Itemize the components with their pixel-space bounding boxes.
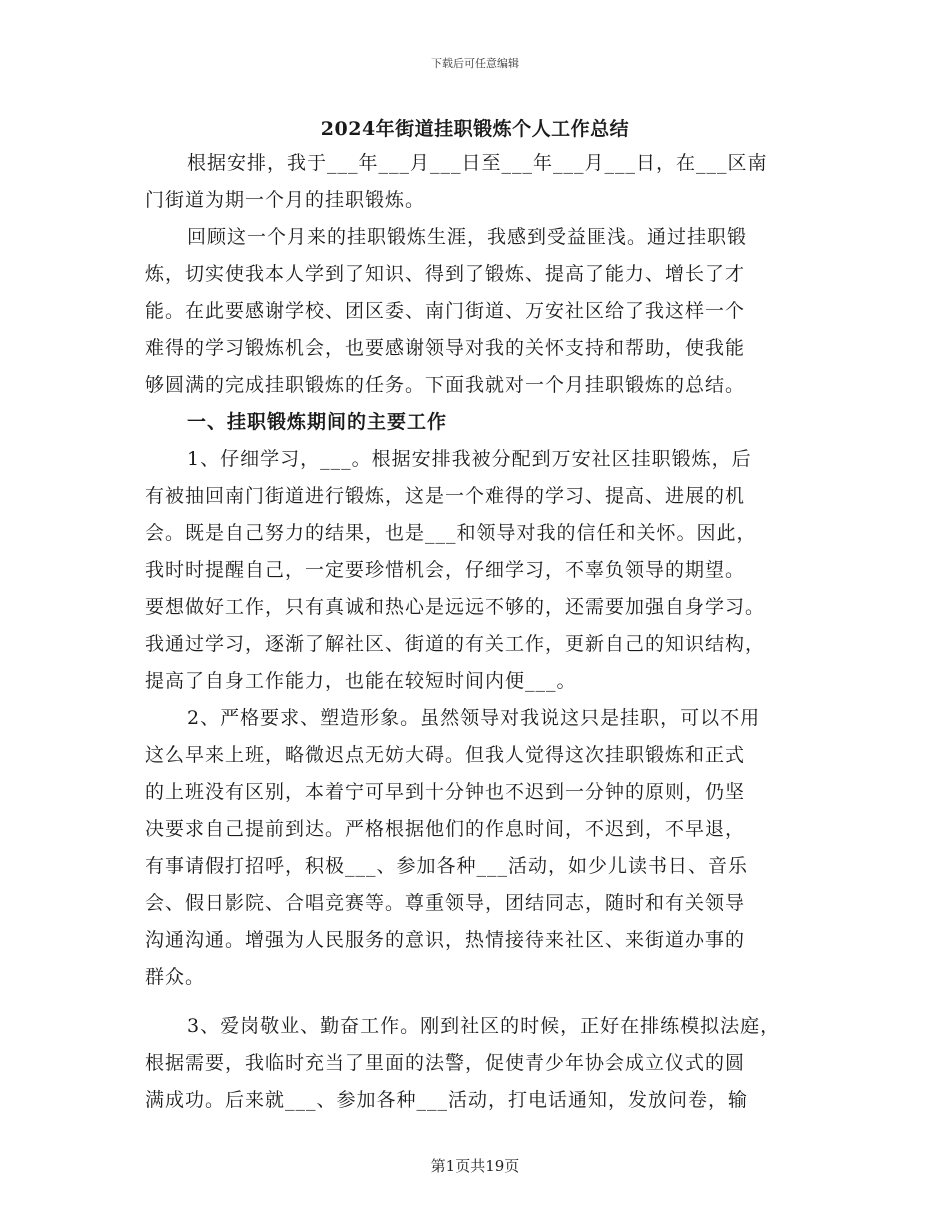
paragraph-line: 要想做好工作，只有真诚和热心是远远不够的，还需要加强自身学习。 [145, 596, 766, 618]
paragraph-line: 会。既是自己努力的结果，也是___和领导对我的信任和关怀。因此， [145, 522, 757, 544]
paragraph-line: 沟通沟通。增强为人民服务的意识，热情接待来社区、来街道办事的 [145, 929, 746, 951]
paragraph-line: 有被抽回南门街道进行锻炼，这是一个难得的学习、提高、进展的机 [145, 485, 746, 507]
paragraph-line: 我时时提醒自己，一定要珍惜机会，仔细学习，不辜负领导的期望。 [145, 559, 746, 581]
paragraph-line: 提高了自身工作能力，也能在较短时间内便___。 [145, 670, 577, 692]
paragraph-line: 满成功。后来就___、参加各种___活动，打电话通知，发放问卷，输 [145, 1089, 749, 1111]
header-note: 下载后可任意编辑 [431, 57, 519, 70]
paragraph-line: 这么早来上班，略微迟点无妨大碍。但我人觉得这次挂职锻炼和正式 [145, 744, 746, 766]
paragraph-line: 决要求自己提前到达。严格根据他们的作息时间，不迟到，不早退， [145, 818, 746, 840]
page-footer: 第1页共19页 [430, 1157, 520, 1175]
paragraph-line: 根据需要，我临时充当了里面的法警，促使青少年协会成立仪式的圆 [145, 1052, 746, 1074]
paragraph-line: 我通过学习，逐渐了解社区、街道的有关工作，更新自己的知识结构， [145, 633, 766, 655]
paragraph-line: 2、严格要求、塑造形象。虽然领导对我说这只是挂职，可以不用 [187, 707, 761, 729]
document-title: 2024年街道挂职锻炼个人工作总结 [320, 118, 630, 140]
paragraph-line: 够圆满的完成挂职锻炼的任务。下面我就对一个月挂职锻炼的总结。 [145, 374, 746, 396]
paragraph-line: 有事请假打招呼，积极___、参加各种___活动，如少儿读书日、音乐 [145, 855, 749, 877]
paragraph-line: 3、爱岗敬业、勤奋工作。刚到社区的时候，正好在排练模拟法庭， [187, 1015, 781, 1037]
paragraph-line: 门街道为期一个月的挂职锻炼。 [145, 189, 426, 211]
paragraph-line: 群众。 [145, 966, 206, 988]
paragraph-line: 1、仔细学习，___。根据安排我被分配到万安社区挂职锻炼，后 [187, 448, 752, 470]
paragraph-line: 能。在此要感谢学校、团区委、南门街道、万安社区给了我这样一个 [145, 300, 746, 322]
section-heading: 一、挂职锻炼期间的主要工作 [187, 411, 448, 433]
paragraph-line: 炼，切实使我本人学到了知识、得到了锻炼、提高了能力、增长了才 [145, 263, 746, 285]
paragraph-gap [145, 996, 825, 1008]
paragraph-line: 根据安排，我于___年___月___日至___年___月___日，在___区南 [187, 152, 768, 174]
paragraph-line: 的上班没有区别，本着宁可早到十分钟也不迟到一分钟的原则，仍坚 [145, 781, 746, 803]
paragraph-line: 难得的学习锻炼机会，也要感谢领导对我的关怀支持和帮助，使我能 [145, 337, 746, 359]
document-body [145, 145, 825, 1119]
paragraph-line: 会、假日影院、合唱竞赛等。尊重领导，团结同志，随时和有关领导 [145, 892, 746, 914]
paragraph-line: 回顾这一个月来的挂职锻炼生涯，我感到受益匪浅。通过挂职锻 [187, 226, 748, 248]
